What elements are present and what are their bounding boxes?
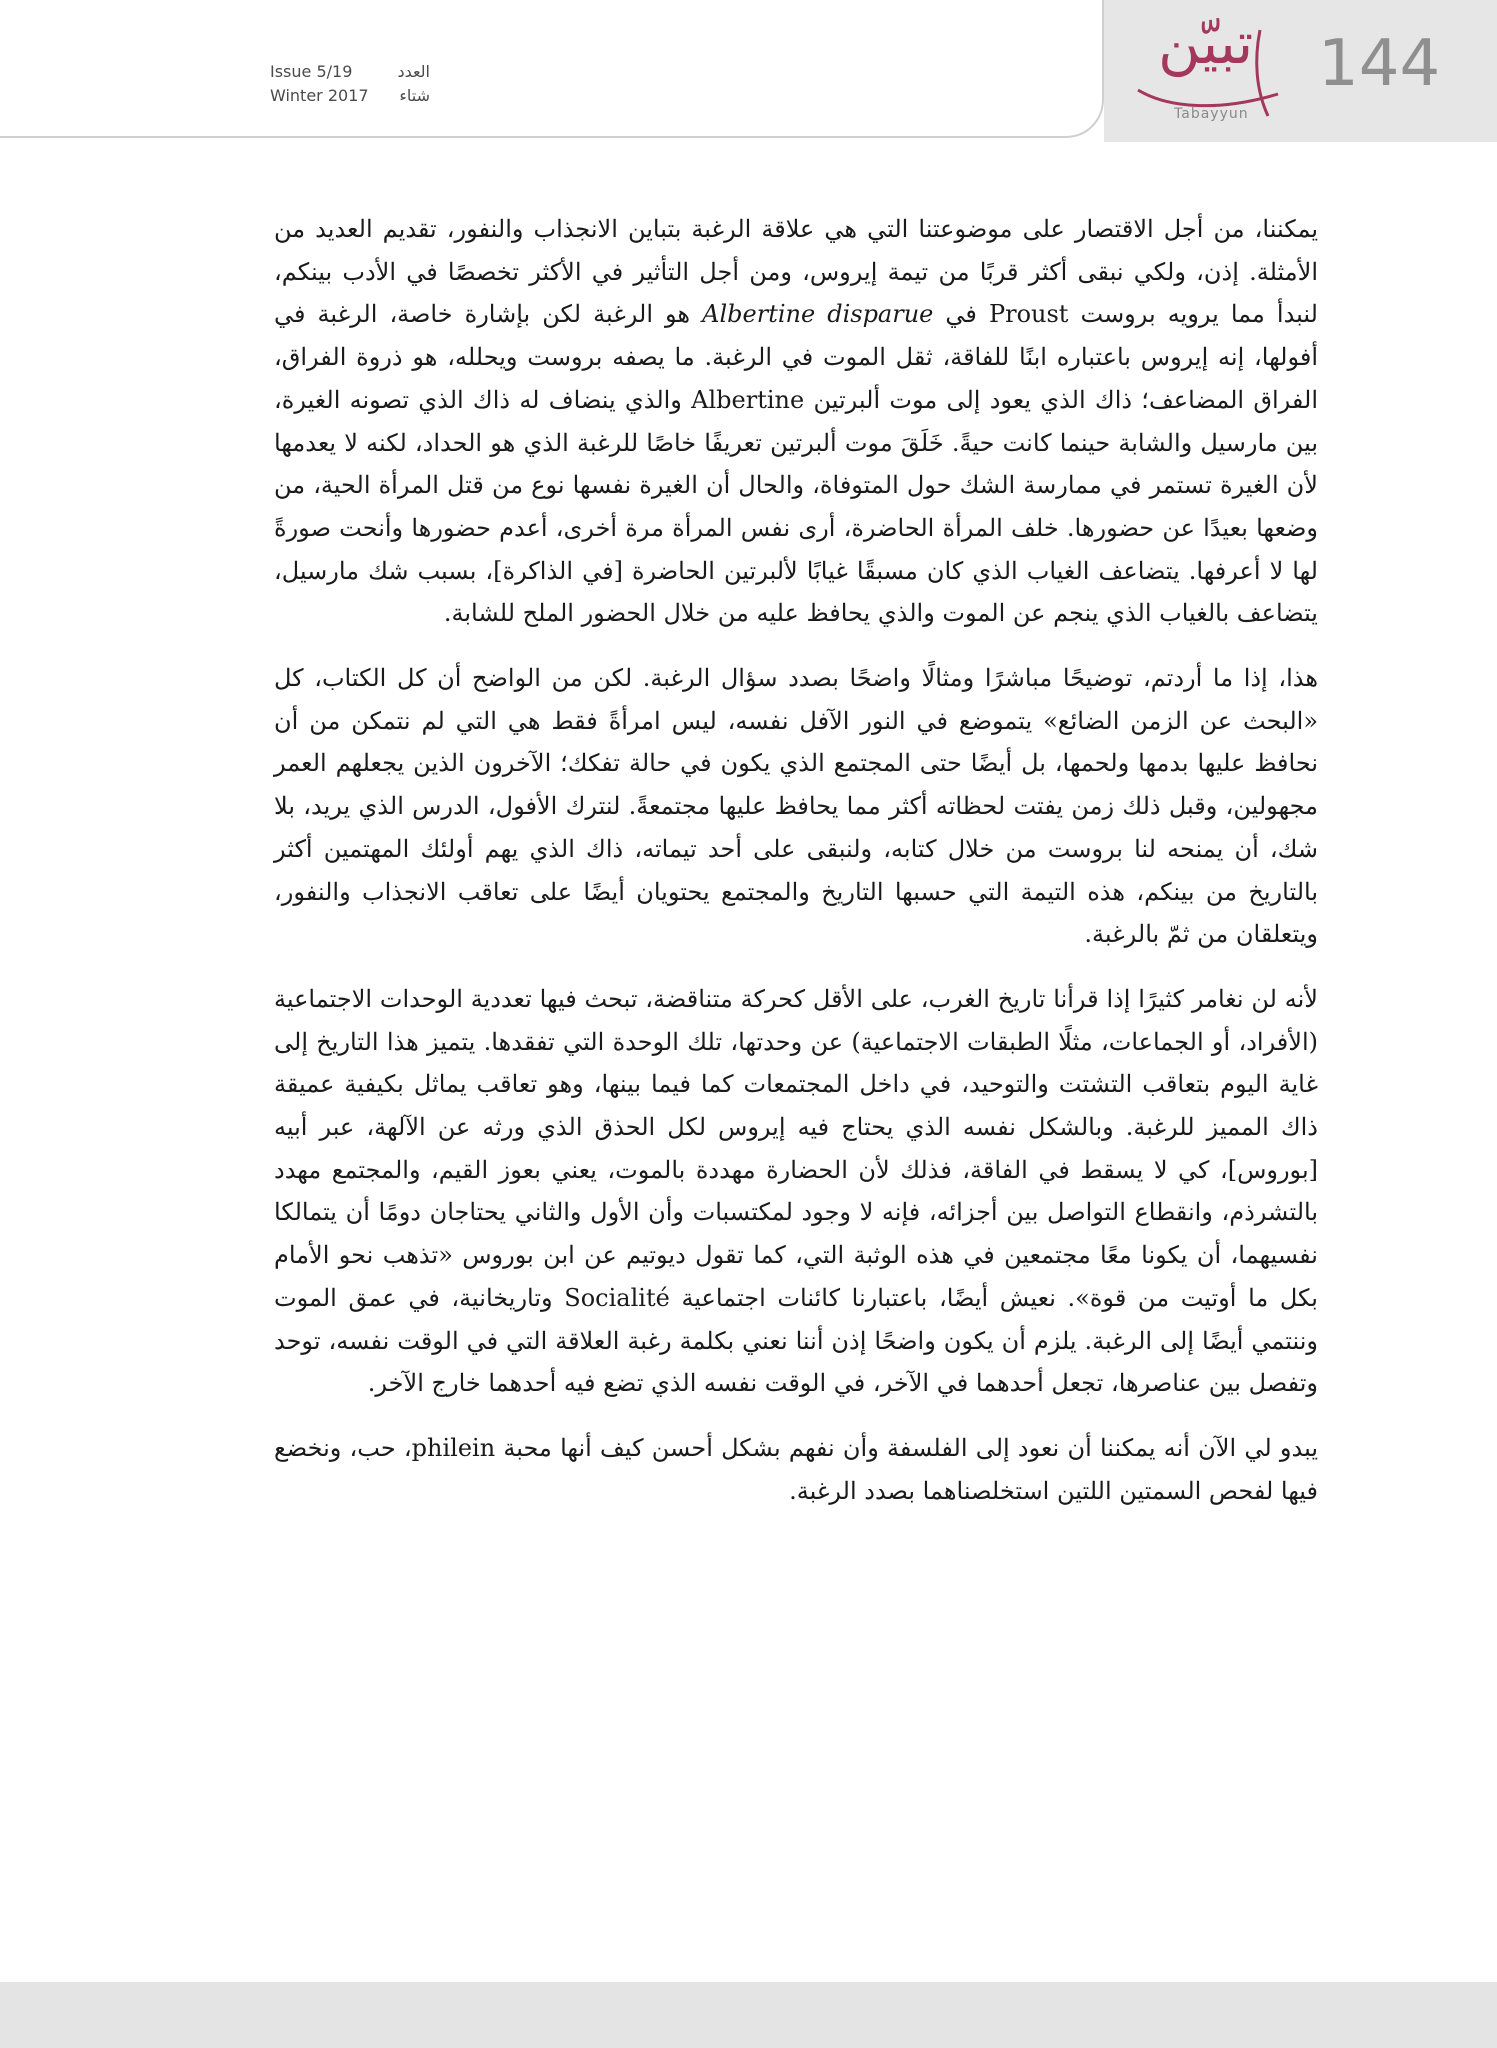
tabayyun-logo <box>1128 9 1308 130</box>
paragraph-2: هذا، إذا ما أردتم، توضيحًا مباشرًا ومثالًا واضحًا بصدد سؤال الرغبة. لكن من الواضح أن كل الكتاب، كل «البحث عن الزمن الضائع» يتموضع في النور الآفل نفسه، ليس امرأةً فقط هي التي لم نتمكن من أن نحافظ عليها بدمها ولحمها، بل أيضًا حتى المجتمع الذي يكون في حالة تفكك؛ الآخرون الذين يجعلهم العمر مجهولين، وقبل ذلك زمن يفتت لحظاته أكثر مما يحافظ عليها مجتمعةً. لنترك الأفول، الدرس الذي يريد، بلا شك، أن يمنحه لنا بروست من خلال كتابه، ولنبقى على أحد تيماته، ذاك الذي يهم أولئك المهتمين أكثر بالتاريخ من بينكم، هذه التيمة التي حسبها التاريخ والمجتمع يحتويان أيضًا على تعاقب الانجذاب والنفور، ويتعلقان من ثمّ بالرغبة. <box>274 664 1318 949</box>
issue-info <box>270 60 430 108</box>
p1-albertine-disparue: Albertine disparue <box>702 300 934 329</box>
logo-arabic: تبيّن <box>1158 9 1254 77</box>
p1-text-4: والذي ينضاف له ذاك الذي تصونه الغيرة، بين مارسيل والشابة حينما كانت حيةً. خَلَقَ موت ألبرتين تعريفًا خاصًا للرغبة الذي هو الحداد، لكنه لا يعدمها لأن الغيرة تستمر في ممارسة الشك حول المتوفاة، والحال أن الغيرة نفسها نوع من قتل المرأة الحية، من وضعها بعيدًا عن حضورها. خلف المرأة الحاضرة، أرى نفس المرأة مرة أخرى، أعدم حضورها وأنحت صورةً لها لا أعرفها. يتضاعف الغياب الذي كان مسبقًا غيابًا لألبرتين الحاضرة [في الذاكرة]، بسبب شك مارسيل، يتضاعف بالغياب الذي ينجم عن الموت والذي يحافظ عليه من خلال الحضور الملح للشابة. <box>274 385 1319 628</box>
p3-socialite: Socialité <box>564 1283 670 1312</box>
paragraph-1 <box>274 208 1318 635</box>
p4-philein: philein <box>411 1433 496 1462</box>
p1-text-2: في <box>945 300 977 329</box>
issue-line <box>270 60 430 84</box>
season-ar: شتاء <box>399 86 430 105</box>
p4-text-2: ، حب، ونخضع فيها لفحص السمتين اللتين استخلصناهما بصدد الرغبة. <box>274 1433 1318 1505</box>
season-en: Winter 2017 <box>270 86 369 105</box>
paragraph-4 <box>274 1427 1318 1512</box>
p1-text-3: هو الرغبة لكن بإشارة خاصة، الرغبة في أفولها، إنه إيروس باعتباره ابنًا للفاقة، ثقل الموت في الرغبة. ما يصفه بروست ويحلله، هو ذروة الفراق، الفراق المضاعف؛ ذاك الذي يعود إلى موت ألبرتين <box>274 300 1318 414</box>
article-body <box>274 208 1318 1534</box>
page-number: 144 <box>1318 27 1441 101</box>
p4-text-1: يبدو لي الآن أنه يمكننا أن نعود إلى الفلسفة وأن نفهم بشكل أحسن كيف أنها محبة <box>503 1433 1319 1462</box>
season-line <box>270 84 430 108</box>
header-frame <box>0 0 1104 138</box>
p1-text-1: يمكننا، من أجل الاقتصار على موضوعتنا التي هي علاقة الرغبة بتباين الانجذاب والنفور، تقديم العديد من الأمثلة. إذن، ولكي نبقى أكثر قربًا من تيمة إيروس، ومن أجل التأثير في الأكثر تخصصًا في الأدب بينكم، لنبدأ مما يرويه بروست <box>274 215 1319 329</box>
issue-label-en: Issue 5/19 <box>270 62 353 81</box>
p3-text-1: لأنه لن نغامر كثيرًا إذا قرأنا تاريخ الغرب، على الأقل كحركة متناقضة، تبحث فيها تعددية الوحدات الاجتماعية (الأفراد، أو الجماعات، مثلًا الطبقات الاجتماعية) عن وحدتها، تلك الوحدة التي تفقدها. يتميز هذا التاريخ إلى غاية اليوم بتعاقب التشتت والتوحيد، في داخل المجتمعات كما فيما بينها، وهو تعاقب يماثل بكيفية عميقة ذاك المميز للرغبة. وبالشكل نفسه الذي يحتاج فيه إيروس لكل الحذق الذي ورثه عن الآلهة، عبر أبيه [بوروس]، كي لا يسقط في الفاقة، فذلك لأن الحضارة مهددة بالموت، يعني بعوز القيم، والمجتمع مهدد بالتشرذم، وانقطاع التواصل بين أجزائه، فإنه لا وجود لمكتسبات وأن الأول والثاني يحتاجان دومًا أن يتمالكا نفسيهما، أن يكونا معًا مجتمعين في هذه الوثبة التي، كما تقول ديوتيم عن ابن بوروس «تذهب نحو الأمام بكل ما أوتيت من قوة». نعيش أيضًا، باعتبارنا كائنات اجتماعية <box>274 984 1318 1312</box>
p3-text-2: وتاريخانية، في عمق الموت وننتمي أيضًا إلى الرغبة. يلزم أن يكون واضحًا إذن أننا نعني بكلمة رغبة العلاقة التي في الوقت نفسه، توحد وتفصل بين عناصرها، تجعل أحدهما في الآخر، في الوقت نفسه الذي تضع فيه أحدهما خارج الآخر. <box>274 1283 1318 1398</box>
p1-proust: Proust <box>988 300 1069 329</box>
issue-label-ar: العدد <box>397 62 430 81</box>
p1-albertine: Albertine <box>691 385 805 414</box>
logo-latin: Tabayyun <box>1174 106 1249 122</box>
paragraph-3 <box>274 978 1318 1405</box>
page-footer-band <box>0 1982 1497 2048</box>
